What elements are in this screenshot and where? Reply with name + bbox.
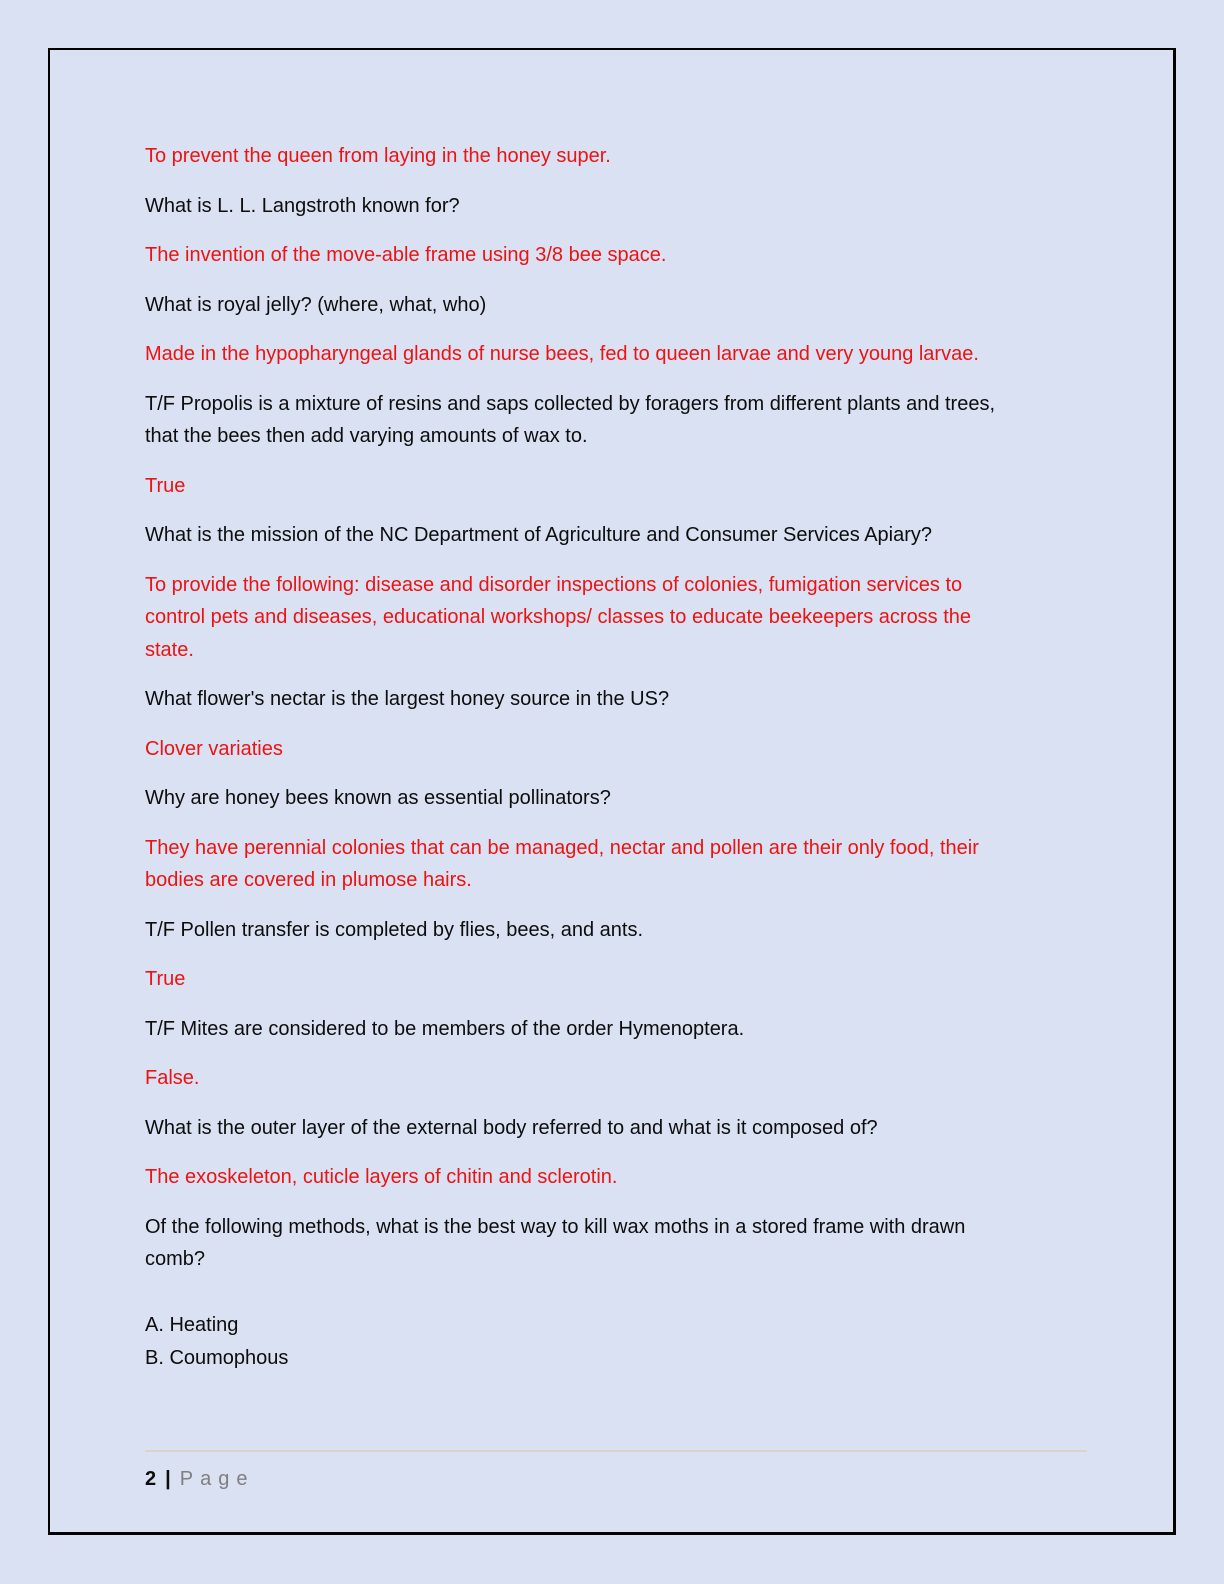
paragraph-answer: [145, 733, 1075, 766]
footer-divider: [145, 1450, 1087, 1452]
text-line: Why are honey bees known as essential pollinators?: [145, 787, 611, 809]
text-line: T/F Pollen transfer is completed by flies, bees, and ants.: [145, 918, 644, 941]
text-line: To prevent the queen from laying in the honey super.: [145, 145, 611, 167]
text-line: Made in the hypopharyngeal glands of nurse bees, fed to queen larvae and very young larvae.: [145, 343, 979, 365]
paragraph-question: [145, 1013, 1075, 1046]
paragraph-question: [145, 190, 1075, 223]
text-line: control pets and diseases, educational workshops/ classes to educate beekeepers across the: [145, 606, 972, 628]
footer-separator: |: [165, 1468, 171, 1490]
footer-text: [145, 1466, 1087, 1492]
paragraph-answer: [145, 338, 1075, 371]
page-number: 2: [145, 1468, 157, 1490]
paragraph-answer: [145, 963, 1075, 996]
text-line: What is royal jelly? (where, what, who): [145, 293, 487, 316]
text-line: comb?: [145, 1248, 206, 1270]
text-line: What flower's nectar is the largest honey source in the US?: [145, 688, 670, 710]
paragraph-question: [145, 1211, 1075, 1276]
paragraph-answer: [145, 1062, 1075, 1095]
qa-list: [145, 140, 1075, 1375]
text-line: Clover variaties: [145, 737, 283, 760]
paragraph-question: [145, 289, 1075, 322]
page-footer: [145, 1450, 1087, 1492]
paragraph-question: [145, 1112, 1075, 1145]
text-line: B. Coumophous: [145, 1346, 289, 1369]
answer-options: [145, 1309, 1075, 1375]
text-line: What is the mission of the NC Department of Agriculture and Consumer Services Apiary?: [145, 524, 933, 546]
paragraph-answer: [145, 239, 1075, 272]
paragraph-answer: [145, 569, 1075, 667]
text-line: state.: [145, 638, 194, 661]
text-line: The exoskeleton, cuticle layers of chitin and sclerotin.: [145, 1166, 618, 1188]
paragraph-answer: [145, 832, 1075, 897]
text-line: What is L. L. Langstroth known for?: [145, 194, 460, 217]
paragraph-question: [145, 388, 1075, 453]
page-label: Page: [179, 1468, 255, 1490]
paragraph-question: [145, 683, 1075, 716]
text-line: They have perennial colonies that can be managed, nectar and pollen are their only food, their: [145, 836, 979, 859]
page-border-frame: [48, 48, 1176, 1535]
paragraph-answer: [145, 1161, 1075, 1194]
paragraph-question: [145, 914, 1075, 947]
text-line: that the bees then add varying amounts of wax to.: [145, 425, 588, 447]
text-line: T/F Propolis is a mixture of resins and saps collected by foragers from different plants and trees,: [145, 392, 996, 415]
text-line: What is the outer layer of the external body referred to and what is it composed of?: [145, 1116, 878, 1139]
text-line: False.: [145, 1067, 200, 1089]
text-line: To provide the following: disease and disorder inspections of colonies, fumigation services to: [145, 573, 963, 596]
text-line: True: [145, 968, 186, 990]
paragraph-answer: [145, 470, 1075, 503]
paragraph-answer: [145, 140, 1075, 173]
text-line: A. Heating: [145, 1313, 239, 1336]
paragraph-question: [145, 519, 1075, 552]
paragraph-question: [145, 782, 1075, 815]
text-line: T/F Mites are considered to be members of the order Hymenoptera.: [145, 1017, 745, 1040]
text-line: Of the following methods, what is the best way to kill wax moths in a stored frame with drawn: [145, 1215, 966, 1238]
text-line: True: [145, 474, 186, 497]
text-line: bodies are covered in plumose hairs.: [145, 869, 472, 891]
text-line: The invention of the move-able frame using 3/8 bee space.: [145, 244, 667, 266]
